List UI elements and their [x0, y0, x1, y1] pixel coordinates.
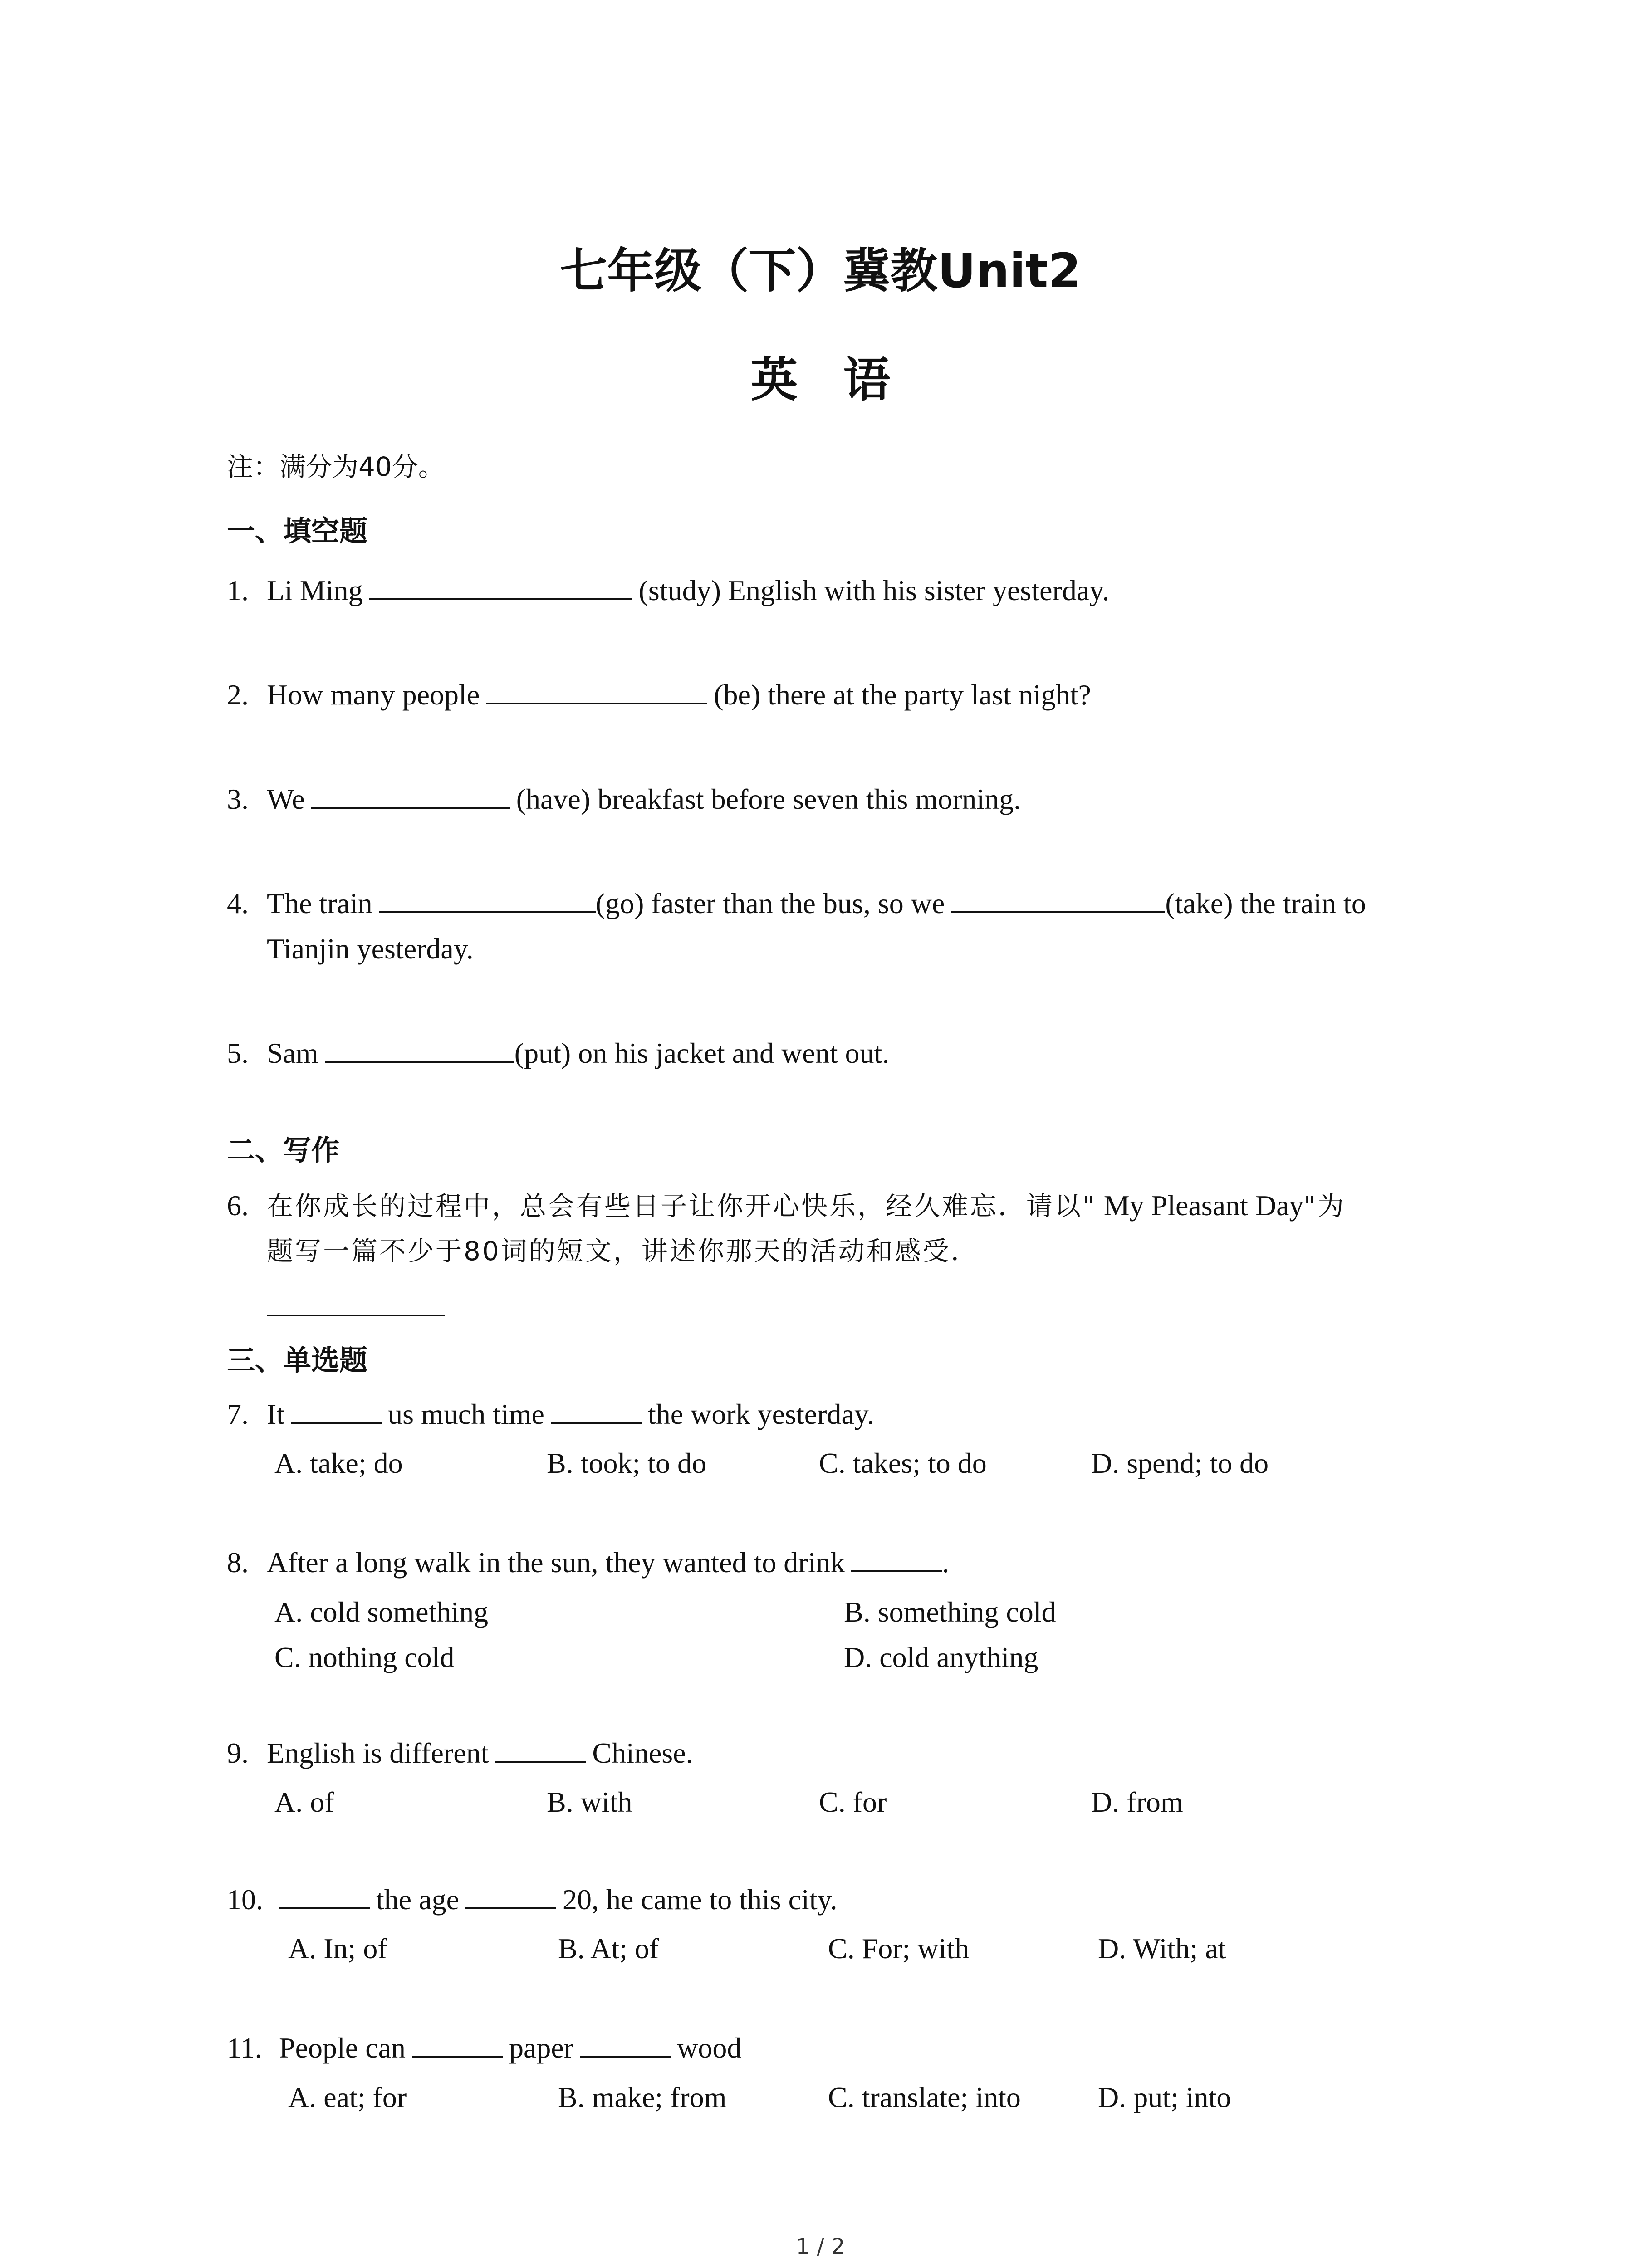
answer-blank[interactable]: [369, 570, 632, 600]
question-number: 11.: [227, 2032, 262, 2064]
question-number: 10.: [227, 1883, 263, 1916]
question-number: 1.: [227, 574, 249, 606]
answer-blank[interactable]: [412, 2028, 503, 2058]
option-a[interactable]: A. take; do: [274, 1447, 403, 1479]
answer-blank[interactable]: [486, 675, 707, 704]
question-number: 5.: [227, 1037, 249, 1069]
question-text: Li Ming: [267, 574, 363, 606]
answer-blank[interactable]: [551, 1394, 642, 1424]
question-text: (study) English with his sister yesterday.: [638, 574, 1110, 606]
question-text: 20, he came to this city.: [563, 1883, 838, 1916]
option-b[interactable]: B. something cold: [844, 1596, 1056, 1628]
subject-title: 英语: [750, 352, 936, 407]
section-heading-writing: 二、写作: [227, 1134, 340, 1167]
answer-blank[interactable]: [851, 1542, 942, 1572]
answer-blank[interactable]: [465, 1879, 556, 1909]
question-text: (take) the train to: [1165, 887, 1366, 919]
question-text: us much time: [388, 1398, 544, 1430]
question-11: [227, 2025, 1460, 2071]
question-number: 3.: [227, 783, 249, 815]
question-text: People can: [279, 2032, 406, 2064]
option-b[interactable]: B. with: [547, 1786, 632, 1818]
question-number: 2.: [227, 679, 249, 711]
answer-blank[interactable]: [291, 1394, 382, 1424]
question-number: 9.: [227, 1737, 249, 1769]
option-b[interactable]: B. make; from: [558, 2081, 727, 2113]
answer-blank[interactable]: [379, 883, 596, 913]
option-d[interactable]: D. from: [1091, 1786, 1183, 1818]
option-c[interactable]: C. takes; to do: [819, 1447, 987, 1479]
question-text: How many people: [267, 679, 480, 711]
question-text: "为: [1303, 1191, 1346, 1222]
question-number: 8.: [227, 1546, 249, 1579]
question-1: [227, 568, 1460, 613]
question-number: 7.: [227, 1398, 249, 1430]
question-9: [227, 1730, 1460, 1776]
option-a[interactable]: A. of: [274, 1786, 334, 1818]
page-number: 1 / 2: [796, 2234, 845, 2259]
question-text: My Pleasant Day: [1096, 1189, 1304, 1222]
section-heading-fill: 一、填空题: [227, 514, 368, 547]
option-a[interactable]: A. eat; for: [288, 2081, 407, 2113]
question-text: The train: [267, 887, 372, 919]
question-6: [227, 1183, 1460, 1229]
question-text: It: [267, 1398, 285, 1430]
question-7: [227, 1392, 1460, 1437]
option-b[interactable]: B. took; to do: [547, 1447, 707, 1479]
question-text: Sam: [267, 1037, 318, 1069]
option-a[interactable]: A. In; of: [288, 1932, 387, 1965]
document-title: 七年级（下）冀教Unit2: [560, 243, 1081, 298]
question-text: .: [942, 1546, 950, 1579]
option-b[interactable]: B. At; of: [558, 1932, 659, 1965]
section-heading-choice: 三、单选题: [227, 1344, 368, 1377]
question-4: [227, 881, 1460, 926]
answer-blank[interactable]: [951, 883, 1165, 913]
question-text: We: [267, 783, 305, 815]
question-text: Chinese.: [592, 1737, 693, 1769]
question-text: English is different: [267, 1737, 489, 1769]
answer-blank[interactable]: [311, 779, 510, 809]
answer-blank[interactable]: [279, 1879, 370, 1909]
question-number: 4.: [227, 887, 249, 919]
answer-blank[interactable]: [495, 1733, 586, 1763]
question-text: the age: [376, 1883, 459, 1916]
question-2: [227, 672, 1460, 718]
answer-blank[interactable]: [325, 1033, 514, 1063]
question-4-continuation: Tianjin yesterday.: [267, 933, 474, 965]
question-8: [227, 1540, 1460, 1585]
option-c[interactable]: C. nothing cold: [274, 1641, 455, 1673]
option-c[interactable]: C. translate; into: [828, 2081, 1021, 2113]
question-number: 6.: [227, 1189, 249, 1222]
answer-blank[interactable]: [580, 2028, 671, 2058]
question-text: wood: [677, 2032, 742, 2064]
question-text: the work yesterday.: [647, 1398, 874, 1430]
option-d[interactable]: D. cold anything: [844, 1641, 1038, 1673]
question-10: [227, 1877, 1460, 1922]
option-c[interactable]: C. For; with: [828, 1932, 970, 1965]
question-text: paper: [509, 2032, 574, 2064]
option-d[interactable]: D. spend; to do: [1091, 1447, 1269, 1479]
score-note: 注：满分为40分。: [227, 451, 445, 482]
option-c[interactable]: C. for: [819, 1786, 887, 1818]
option-a[interactable]: A. cold something: [274, 1596, 489, 1628]
option-d[interactable]: D. With; at: [1098, 1932, 1226, 1965]
question-5: [227, 1031, 1460, 1076]
option-d[interactable]: D. put; into: [1098, 2081, 1231, 2113]
question-text: (have) breakfast before seven this morning.: [516, 783, 1021, 815]
question-text: 在你成长的过程中，总会有些日子让你开心快乐，经久难忘．请以": [267, 1191, 1097, 1222]
question-text: After a long walk in the sun, they wanted to drink: [267, 1546, 845, 1579]
writing-answer-line[interactable]: [267, 1315, 445, 1316]
question-text: (put) on his jacket and went out.: [514, 1037, 890, 1069]
question-3: [227, 777, 1460, 822]
question-6-continuation: 题写一篇不少于80词的短文，讲述你那天的活动和感受．: [267, 1236, 979, 1266]
question-text: (go) faster than the bus, so we: [595, 887, 945, 919]
question-text: (be) there at the party last night?: [714, 679, 1091, 711]
